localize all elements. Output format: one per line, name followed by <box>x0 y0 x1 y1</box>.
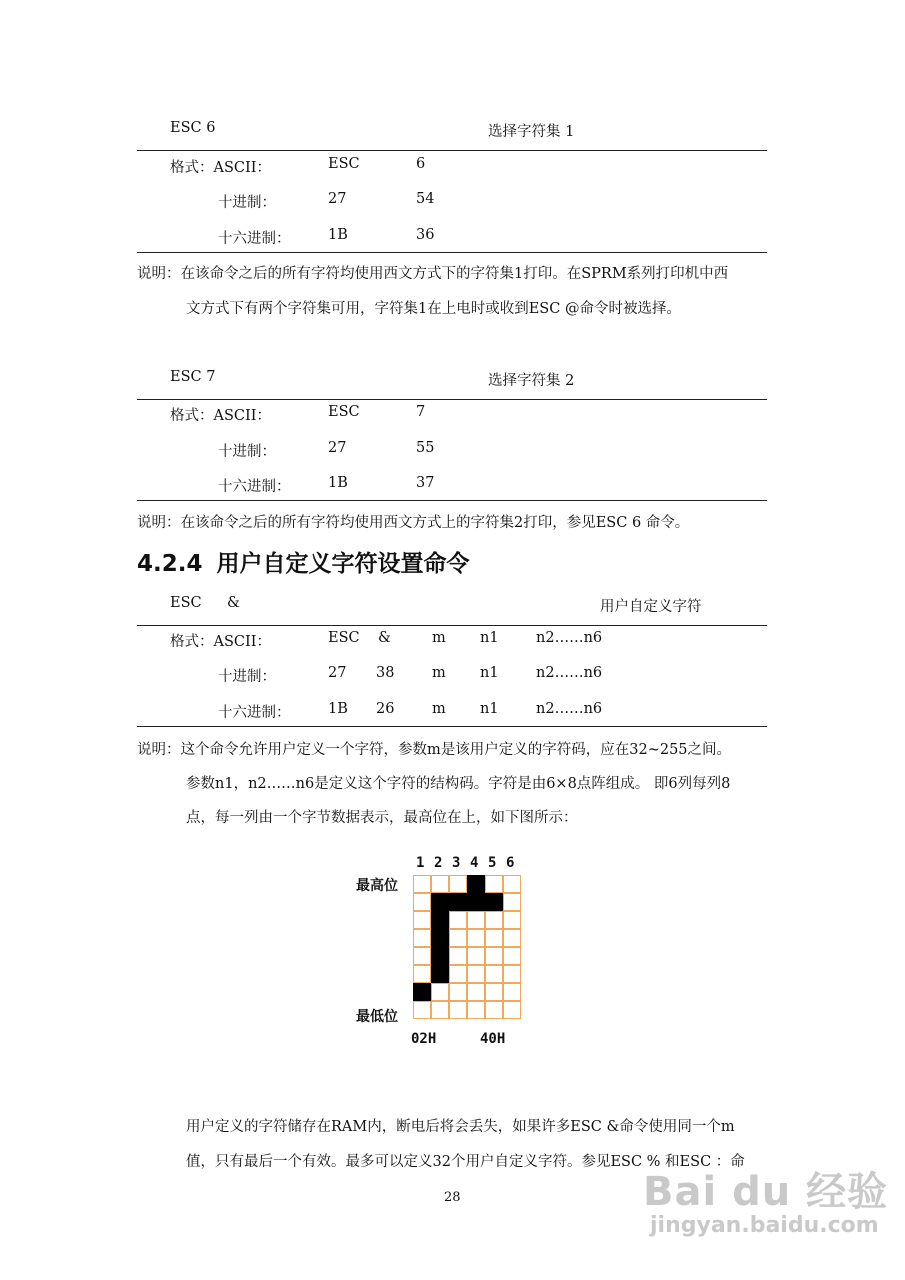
dot-empty <box>467 947 485 965</box>
cmd2-title: 选择字符集 2 <box>488 373 575 389</box>
dot-empty <box>467 965 485 983</box>
cmd3-row3-c1: 1B <box>328 701 348 717</box>
column-number: 4 <box>470 855 479 871</box>
cmd2-bottom-rule <box>137 500 767 501</box>
dot-filled <box>431 893 449 911</box>
cmd3-desc-line2: 参数n1，n2……n6是定义这个字符的结构码。字符是由6×8点阵组成。 即6列每列8 <box>186 776 731 792</box>
cmd1-row3-c2: 36 <box>416 227 435 243</box>
dot-empty <box>449 965 467 983</box>
dot-empty <box>503 929 521 947</box>
cmd3-row3-label: 十六进制： <box>218 705 291 721</box>
cmd3-code-amp: & <box>227 595 240 611</box>
dot-empty <box>413 893 431 911</box>
dot-empty <box>449 983 467 1001</box>
dot-empty <box>413 911 431 929</box>
cmd2-row3-c1: 1B <box>328 475 348 491</box>
page-number: 28 <box>444 1190 461 1205</box>
cmd3-desc-line3: 点，每一列由一个字节数据表示，最高位在上，如下图所示： <box>186 810 578 826</box>
dot-matrix-grid <box>413 875 521 1019</box>
cmd3-row2-c5: n2……n6 <box>536 665 603 681</box>
dot-empty <box>485 965 503 983</box>
cmd3-row2-c2: 38 <box>376 665 395 681</box>
cmd2-desc-line1: 说明：在该命令之后的所有字符均使用西文方式上的字符集2打印，参见ESC 6 命令。 <box>137 515 690 531</box>
cmd3-row3-c2: 26 <box>376 701 395 717</box>
cmd2-row1-c1: ESC <box>328 404 360 420</box>
cmd1-desc-line2: 文方式下有两个字符集可用，字符集1在上电时或收到ESC @命令时被选择。 <box>186 301 681 317</box>
cmd1-bottom-rule <box>137 252 767 253</box>
dot-empty <box>485 929 503 947</box>
dot-empty <box>485 947 503 965</box>
cmd3-desc-line1: 说明：这个命令允许用户定义一个字符，参数m是该用户定义的字符码，应在32~255之间。 <box>137 742 732 758</box>
cmd3-row1-label: 格式：ASCII： <box>170 634 271 650</box>
cmd1-row3-c1: 1B <box>328 227 348 243</box>
cmd2-row2-c2: 55 <box>416 440 435 456</box>
cmd1-row2-label: 十进制： <box>218 195 276 211</box>
cmd3-row2-label: 十进制： <box>218 669 276 685</box>
dot-empty <box>413 947 431 965</box>
cmd3-row2-c3: m <box>432 665 446 681</box>
cmd1-row2-c2: 54 <box>416 191 435 207</box>
dot-empty <box>485 1001 503 1019</box>
cmd3-row1-c4: n1 <box>480 630 499 646</box>
cmd3-row3-c5: n2……n6 <box>536 701 603 717</box>
cmd1-row3-label: 十六进制： <box>218 231 291 247</box>
cmd3-top-rule <box>137 625 767 626</box>
section-number: 4.2.4 <box>137 551 203 577</box>
dot-filled <box>485 893 503 911</box>
dot-empty <box>449 911 467 929</box>
cmd1-row1-c2: 6 <box>416 156 426 172</box>
cmd3-row1-c2: & <box>378 630 391 646</box>
cmd1-row2-c1: 27 <box>328 191 347 207</box>
dot-empty <box>503 875 521 893</box>
watermark-brand: Bai du 经验 <box>643 1169 889 1215</box>
cmd3-row3-c4: n1 <box>480 701 499 717</box>
cmd2-row1-label: 格式：ASCII： <box>170 408 271 424</box>
cmd3-code: ESC <box>170 595 202 611</box>
dot-empty <box>503 947 521 965</box>
cmd2-code: ESC 7 <box>170 369 216 385</box>
column-number: 3 <box>452 855 461 871</box>
cmd3-row1-c3: m <box>432 630 446 646</box>
cmd3-row1-c5: n2……n6 <box>536 630 603 646</box>
cmd1-top-rule <box>137 150 767 151</box>
dot-empty <box>413 929 431 947</box>
dot-empty <box>431 875 449 893</box>
dot-empty <box>431 1001 449 1019</box>
cmd3-row3-c3: m <box>432 701 446 717</box>
cmd3-row2-c4: n1 <box>480 665 499 681</box>
dot-empty <box>467 1001 485 1019</box>
dot-empty <box>485 983 503 1001</box>
dot-empty <box>431 983 449 1001</box>
dot-empty <box>449 1001 467 1019</box>
dot-filled <box>431 947 449 965</box>
cmd2-row2-label: 十进制： <box>218 444 276 460</box>
dot-filled <box>413 983 431 1001</box>
section-title: 用户自定义字符设置命令 <box>216 551 470 577</box>
dot-empty <box>503 983 521 1001</box>
cmd3-row2-c1: 27 <box>328 665 347 681</box>
hex-label-left: 02H <box>411 1031 437 1047</box>
dot-empty <box>503 965 521 983</box>
cmd2-row1-c2: 7 <box>416 404 426 420</box>
dot-filled <box>431 911 449 929</box>
cmd1-row1-c1: ESC <box>328 156 360 172</box>
cmd2-top-rule <box>137 399 767 400</box>
lsb-label: 最低位 <box>356 1009 398 1025</box>
cmd3-title: 用户自定义字符 <box>600 599 702 615</box>
cmd2-row3-label: 十六进制： <box>218 479 291 495</box>
column-number: 5 <box>488 855 497 871</box>
dot-filled <box>431 965 449 983</box>
column-number: 1 <box>416 855 425 871</box>
footer-para-line2: 值，只有最后一个有效。最多可以定义32个用户自定义字符。参见ESC % 和ESC ：命 <box>186 1154 745 1170</box>
dot-empty <box>467 929 485 947</box>
column-number: 6 <box>506 855 515 871</box>
cmd3-bottom-rule <box>137 726 767 727</box>
dot-empty <box>413 965 431 983</box>
dot-empty <box>503 1001 521 1019</box>
cmd1-desc-line1: 说明：在该命令之后的所有字符均使用西文方式下的字符集1打印。在SPRM系列打印机中西 <box>137 266 729 282</box>
dot-empty <box>503 911 521 929</box>
column-number: 2 <box>434 855 443 871</box>
cmd1-code: ESC 6 <box>170 120 216 136</box>
dot-empty <box>413 875 431 893</box>
dot-empty <box>449 875 467 893</box>
cmd1-title: 选择字符集 1 <box>488 124 575 140</box>
watermark-url: jingyan.baidu.com <box>650 1213 879 1238</box>
cmd3-row1-c1: ESC <box>328 630 360 646</box>
dot-filled <box>467 875 485 893</box>
dot-empty <box>467 983 485 1001</box>
cmd1-row1-label: 格式：ASCII： <box>170 160 271 176</box>
dot-empty <box>467 911 485 929</box>
cmd2-row2-c1: 27 <box>328 440 347 456</box>
hex-label-right: 40H <box>480 1031 506 1047</box>
footer-para-line1: 用户定义的字符储存在RAM内，断电后将会丢失，如果许多ESC &命令使用同一个m <box>186 1119 735 1135</box>
dot-empty <box>449 929 467 947</box>
dot-empty <box>485 875 503 893</box>
dot-empty <box>503 893 521 911</box>
dot-empty <box>485 911 503 929</box>
dot-filled <box>431 929 449 947</box>
cmd2-row3-c2: 37 <box>416 475 435 491</box>
dot-empty <box>449 947 467 965</box>
dot-empty <box>413 1001 431 1019</box>
msb-label: 最高位 <box>356 878 398 894</box>
dot-filled <box>449 893 467 911</box>
section-heading <box>137 545 470 578</box>
dot-filled <box>467 893 485 911</box>
